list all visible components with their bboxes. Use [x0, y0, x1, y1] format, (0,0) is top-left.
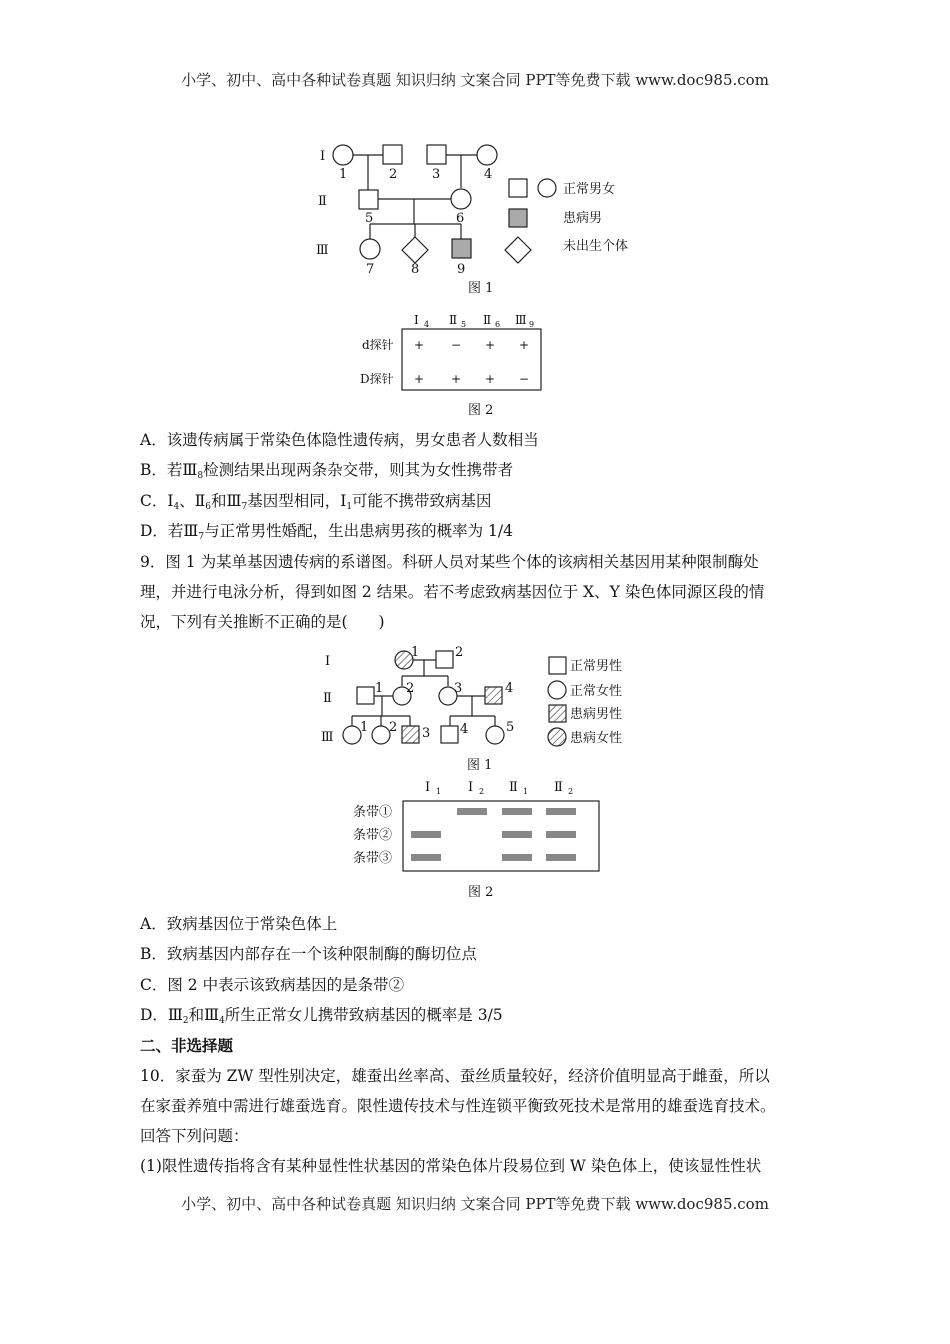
- gel-bands: [411, 808, 576, 861]
- probe-result: +: [485, 372, 496, 386]
- probe-result: −: [451, 338, 462, 352]
- legend-label: 正常男女: [563, 182, 616, 197]
- col-sub: 4: [424, 320, 430, 329]
- num-label: 9: [457, 262, 466, 277]
- legend-label: 患病女性: [570, 731, 623, 746]
- q8-III8-unborn: [402, 237, 428, 263]
- subscript: 2: [182, 1016, 189, 1026]
- num-label: 5: [365, 211, 374, 226]
- q8-I1-female: [333, 145, 353, 165]
- num-label: 2: [455, 645, 464, 660]
- q8-III9-affected-male: [452, 239, 471, 258]
- num-label: 3: [432, 167, 441, 182]
- page-header: 小学、初中、高中各种试卷真题 知识归纳 文案合同 PPT等免费下载 www.doc985.com: [181, 71, 769, 89]
- num-label: 1: [360, 720, 369, 735]
- q8-option-d: [140, 519, 513, 542]
- subscript: 4: [219, 1016, 225, 1026]
- text: D．Ⅲ: [140, 1006, 183, 1024]
- q8-option-c: [140, 489, 492, 512]
- row-label: D探针: [360, 372, 394, 386]
- band-II1-2: [502, 831, 532, 838]
- figure-caption: 图 2: [468, 885, 494, 900]
- band-II2-2: [546, 831, 576, 838]
- q9-stem-line: 理，并进行电泳分析，得到如图 2 结果。若不考虑致病基因位于 X、Y 染色体同源区段的情: [140, 583, 765, 601]
- band-II2-1: [546, 808, 576, 815]
- q9-option-a: A．致病基因位于常染色体上: [140, 915, 338, 933]
- q8-pedigree-figure: [300, 138, 660, 308]
- band-II2-3: [546, 854, 576, 861]
- legend-label: 未出生个体: [563, 239, 629, 254]
- q8-probe-figure: [350, 308, 560, 418]
- text: 可能不携带致病基因: [352, 492, 492, 510]
- q8-I3-male: [427, 145, 446, 164]
- q8-II6-female: [451, 189, 471, 209]
- gen-label: Ⅱ: [318, 194, 327, 209]
- q9-legend-normal-male: [549, 657, 566, 674]
- subscript: 7: [198, 532, 205, 542]
- probe-result: +: [414, 338, 425, 352]
- q10-stem-line: 回答下列问题：: [140, 1127, 249, 1145]
- col-label: Ⅱ: [509, 780, 518, 795]
- col-sub: 6: [495, 320, 501, 329]
- col-label: Ⅰ: [468, 780, 474, 795]
- probe-result: +: [414, 372, 425, 386]
- page-footer: 小学、初中、高中各种试卷真题 知识归纳 文案合同 PPT等免费下载 www.doc985.com: [181, 1195, 769, 1213]
- subscript: 8: [197, 471, 204, 481]
- probe-result: +: [519, 338, 530, 352]
- q8-I2-male: [383, 145, 402, 164]
- text: 与正常男性婚配，生出患病男孩的概率为 1/4: [204, 522, 513, 540]
- q8-legend-normal-male: [509, 179, 527, 197]
- q9-III5-female: [486, 726, 504, 744]
- col-label: Ⅱ: [483, 313, 492, 327]
- q8-I4-female: [477, 145, 497, 165]
- q9-I2-male: [436, 651, 453, 668]
- q9-legend-affected-female: [548, 728, 566, 746]
- col-sub: 1: [436, 787, 442, 796]
- num-label: 7: [366, 262, 375, 277]
- text: 基因型相同，Ⅰ: [247, 492, 347, 510]
- q8-option-a: A．该遗传病属于常染色体隐性遗传病，男女患者人数相当: [140, 431, 539, 449]
- text: 检测结果出现两条杂交带，则其为女性携带者: [203, 461, 514, 479]
- q9-legend-normal-female: [548, 681, 566, 699]
- probe-result: +: [485, 338, 496, 352]
- band-II1-1: [502, 808, 532, 815]
- band-I1-2: [411, 831, 441, 838]
- q9-option-c: C．图 2 中表示该致病基因的是条带②: [140, 976, 405, 994]
- col-sub: 2: [568, 787, 574, 796]
- col-sub: 5: [461, 320, 467, 329]
- row-label: 条带①: [353, 805, 393, 820]
- band-I2-1: [457, 808, 487, 815]
- q9-III1-female: [343, 726, 361, 744]
- q10-stem-line: (1)限性遗传指将含有某种显性性状基因的常染色体片段易位到 W 染色体上，使该显性性状: [140, 1157, 762, 1175]
- num-label: 3: [422, 726, 431, 741]
- q9-option-b: B．致病基因内部存在一个该种限制酶的酶切位点: [140, 945, 477, 963]
- q10-stem-line: 在家蚕养殖中需进行雄蚕选育。限性遗传技术与性连锁平衡致死技术是常用的雄蚕选育技术。: [140, 1097, 776, 1115]
- section-heading: 二、非选择题: [140, 1036, 234, 1055]
- band-II1-3: [502, 854, 532, 861]
- gen-label: Ⅲ: [321, 730, 334, 745]
- num-label: 2: [406, 681, 415, 696]
- num-label: 1: [339, 167, 348, 182]
- row-label: 条带②: [353, 828, 393, 843]
- subscript: 1: [346, 502, 353, 512]
- q9-II4-affected-male: [485, 687, 502, 704]
- q9-stem-line: 9．图 1 为某单基因遗传病的系谱图。科研人员对某些个体的该病相关基因用某种限制酶处: [140, 553, 759, 571]
- col-sub: 9: [529, 320, 535, 329]
- q9-II1-male: [357, 687, 374, 704]
- gen-label: Ⅲ: [316, 243, 329, 258]
- num-label: 6: [456, 211, 465, 226]
- figure-caption: 图 1: [467, 758, 493, 773]
- legend-label: 患病男性: [570, 707, 623, 722]
- q10-stem-line: 10．家蚕为 ZW 型性别决定，雄蚕出丝率高、蚕丝质量较好，经济价值明显高于雌蚕，所以: [140, 1067, 770, 1085]
- q8-III7-female: [360, 239, 380, 259]
- subscript: 7: [241, 502, 248, 512]
- gen-label: Ⅱ: [323, 691, 332, 706]
- q9-III3-affected-male: [402, 726, 419, 743]
- num-label: 2: [389, 167, 398, 182]
- text: 所生正常女儿携带致病基因的概率是 3/5: [224, 1006, 503, 1024]
- q8-legend-unborn: [505, 237, 531, 263]
- q8-legend-normal-female: [538, 179, 556, 197]
- num-label: 4: [460, 722, 469, 737]
- q9-option-d: [140, 1003, 503, 1026]
- subscript: 4: [173, 502, 180, 512]
- q9-stem-line: 况，下列有关推断不正确的是( ): [140, 613, 385, 631]
- num-label: 1: [411, 645, 420, 660]
- q9-III4-male: [441, 726, 458, 743]
- text: D．若Ⅲ: [140, 522, 199, 540]
- q9-III2-female: [372, 726, 390, 744]
- col-label: Ⅰ: [414, 313, 419, 327]
- subscript: 6: [205, 502, 211, 512]
- num-label: 3: [454, 681, 463, 696]
- col-label: Ⅲ: [515, 313, 527, 327]
- legend-label: 正常女性: [570, 684, 623, 699]
- text: 和Ⅲ: [188, 1006, 220, 1024]
- probe-result: −: [519, 372, 530, 386]
- text: C．Ⅰ: [140, 492, 174, 510]
- num-label: 8: [411, 262, 420, 277]
- legend-label: 患病男: [563, 211, 603, 226]
- row-label: 条带③: [353, 851, 393, 866]
- text: 和Ⅲ: [211, 492, 242, 510]
- num-label: 5: [506, 720, 515, 735]
- figure-caption: 图 1: [468, 281, 494, 296]
- num-label: 4: [484, 167, 493, 182]
- legend-label: 正常男性: [570, 659, 623, 674]
- text: 、Ⅱ: [179, 492, 206, 510]
- num-label: 1: [375, 681, 384, 696]
- row-label: d探针: [362, 338, 394, 352]
- gen-label: Ⅰ: [320, 149, 326, 164]
- band-I1-3: [411, 854, 441, 861]
- figure-caption: 图 2: [468, 403, 494, 418]
- num-label: 2: [389, 720, 398, 735]
- gen-label: Ⅰ: [325, 654, 331, 669]
- col-label: Ⅱ: [449, 313, 458, 327]
- q9-gel-figure: [345, 774, 615, 904]
- q8-option-b: [140, 458, 513, 481]
- q8-legend-affected-male: [509, 209, 527, 227]
- col-sub: 1: [523, 787, 529, 796]
- col-sub: 2: [479, 787, 485, 796]
- col-label: Ⅰ: [425, 780, 431, 795]
- num-label: 4: [505, 681, 514, 696]
- probe-result: +: [451, 372, 462, 386]
- q9-legend-affected-male: [549, 705, 566, 722]
- q8-II5-male: [359, 190, 378, 209]
- q9-pedigree-figure: [310, 640, 650, 775]
- col-label: Ⅱ: [554, 780, 563, 795]
- text: B．若Ⅲ: [140, 461, 198, 479]
